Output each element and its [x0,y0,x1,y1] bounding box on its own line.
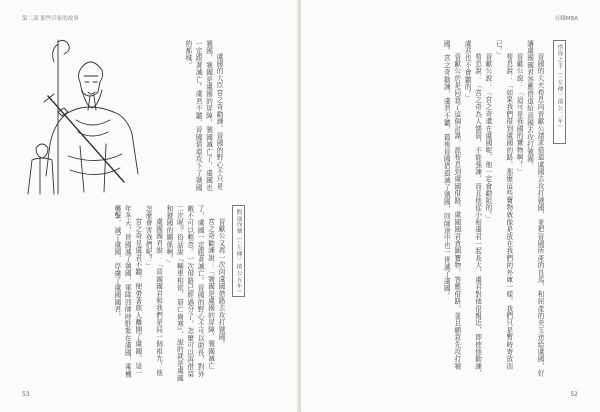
left-page [0,0,299,412]
right-paragraph: 荀息說：「如果我們借到虞國的路，那麼這些寶物就像是放在我們的外庫一樣，我們只是暫時寄放而已。」 [494,40,513,370]
running-head-right: 在職MBA [554,16,578,22]
right-section-heading: 借你之手（〈左傳〉僖公二年） [553,40,566,144]
page-number-right: 52 [570,391,578,398]
warrior-figure-lineart-icon [18,36,150,196]
left-paragraph: 晉獻公又再一次向虞國借路去攻打虢國。 [217,218,225,348]
right-page [301,0,600,412]
left-paragraph: 虞國國君說：「晉國國君和我們是同一個祖先，他怎麼會害我們呢？」 [144,205,163,377]
left-bottom-column-text [26,205,226,383]
right-paragraph: 荀息說：「宮之奇為人懦弱，不能強諫，而且他從小和虞君一起長大，虞君對他很親近，即使他勸諫，虞君也不會聽的。」 [463,40,482,378]
running-head-left: 第二部 那些兵家的故事 [22,16,79,22]
left-section-heading: 假途伐虢（〈左傳〉僖公五年） [232,205,245,297]
left-paragraph: 宮之奇見虞君不聽，便帶著族人離開了虞國。這一年冬天，晉國滅了虢國，軍隊回師時駐紮在虞國，乘機襲擊，滅了虞國，俘虜了虞國國君。 [112,205,142,378]
right-paragraph: 晉獻公說：「這可是我國的寶物啊！」 [515,53,524,176]
right-column-text [321,40,545,378]
right-paragraph: 晉獻公說：「宮之奇還在虞國呢，他一定會勸阻的。」 [483,53,492,223]
left-top-paragraph: 虞國的大臣宮之奇勸諫，晉國的野心不只是虢國，虢國是虞國的屏障，虢國滅亡了，虞國也一定跟著滅亡。虞君不聽，晉國借道攻下了虢國的都城。 [183,40,223,192]
right-paragraph: 晉國的大夫荀息向晉獻公請求借道虞國去攻打虢國，並把晉國所產的良馬，和屈產的美玉送給虞國，好讓虞國國君答應借道給晉國去攻打虢國。 [525,40,544,378]
left-paragraph: 宮之奇勸諫說：「虢國是虞國的屏障，虢國滅亡了，虞國一定跟著滅亡。晉國的野心不可以助長，對外敵不可以輕忽。一次借路已經過分了，怎麼可以再借第二次呢？俗話說『輔車相依，唇亡齒寒』，說的就是虞國和虢國的關係啊。」 [164,205,215,382]
left-top-column-text [150,40,224,192]
right-paragraph: 晉獻公於是同意了這個計謀，派荀息到虞國借路。虞國國君貪圖寶物，答應借路，並且願意先攻打虢國。宮之奇勸諫，虞君不聽，最後晉國借道滅了虢國，回師途中也一併滅了虞國。 [442,40,461,370]
page-number-left: 53 [22,391,30,398]
